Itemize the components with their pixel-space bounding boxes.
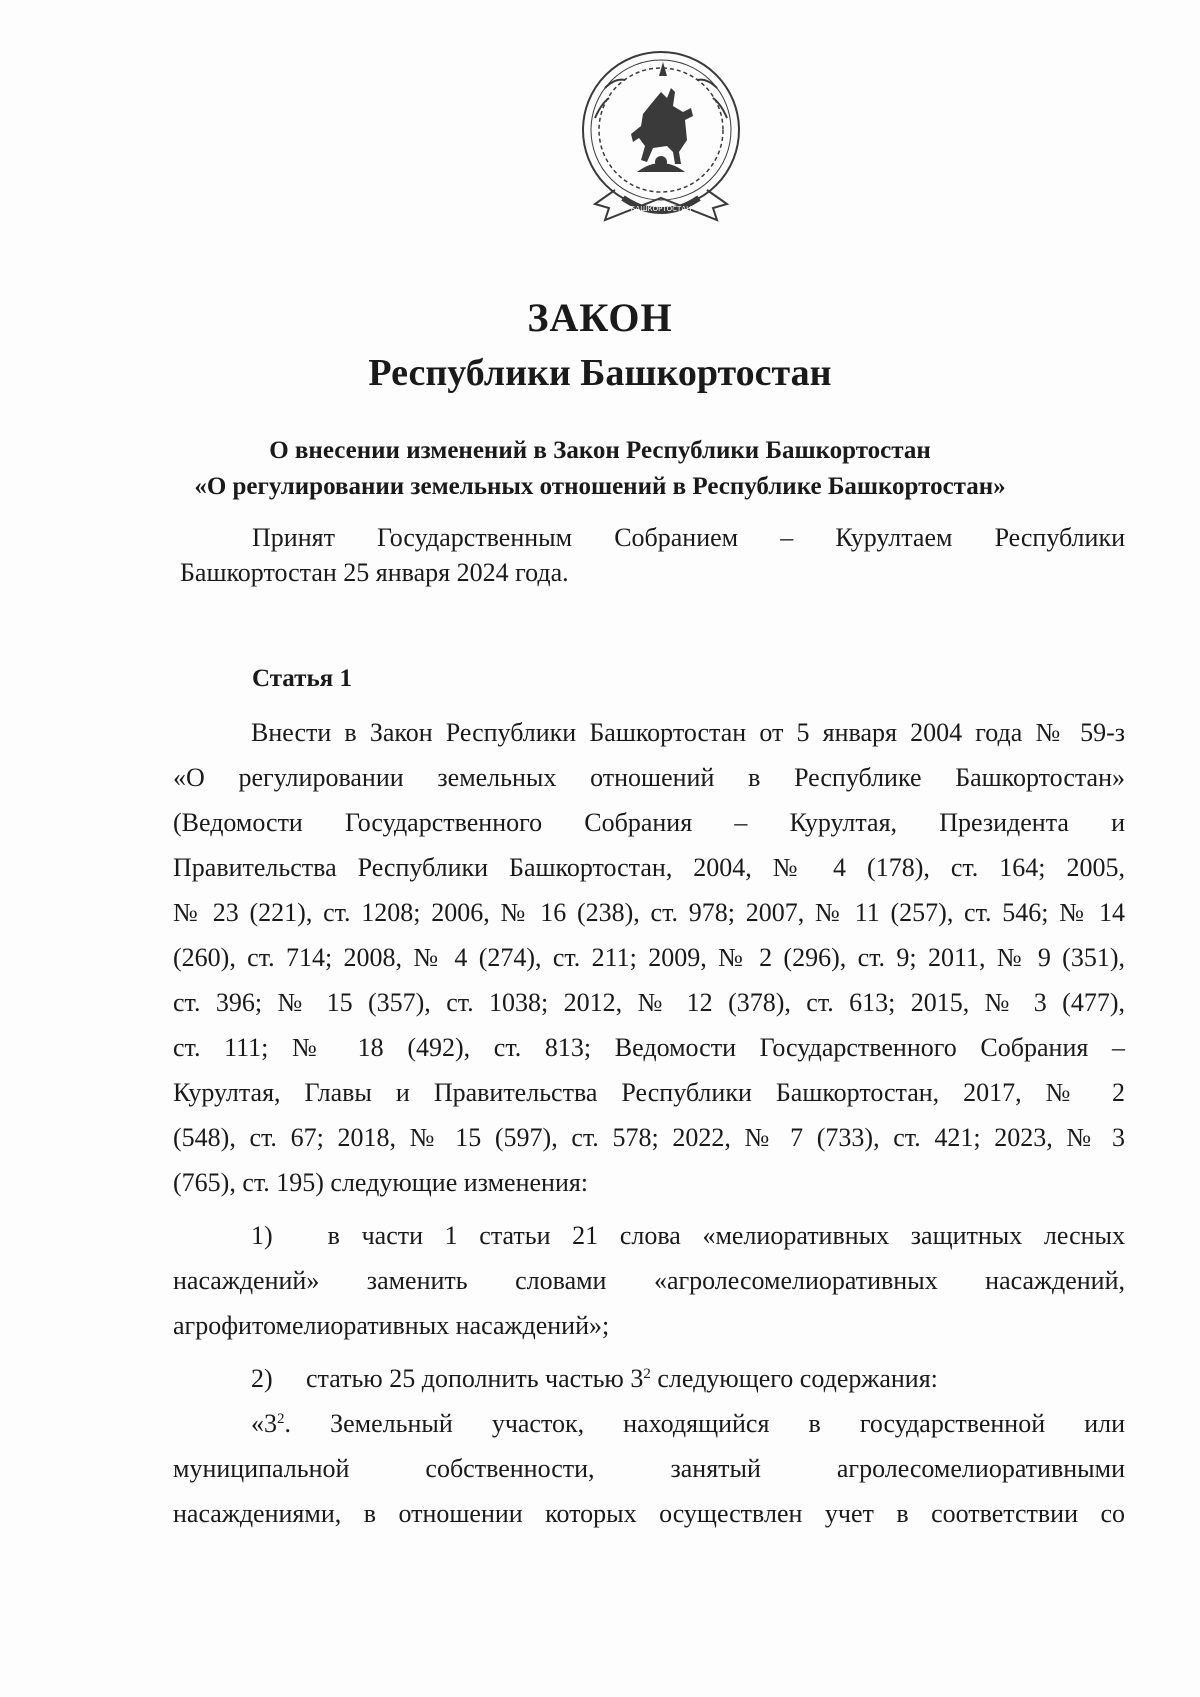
adoption-note-line-2: Башкортостан 25 января 2024 года.: [180, 558, 569, 587]
body-line: (260), ст. 714; 2008, № 4 (274), ст. 211; 2009, № 2 (296), ст. 9; 2011, № 9 (351),: [173, 943, 1125, 972]
law-heading-line-1: О внесении изменений в Закон Республики Башкортостан: [269, 437, 931, 464]
body-line: агрофитомелиоративных насаждений»;: [173, 1311, 610, 1340]
adoption-note: [180, 520, 1125, 590]
law-heading-line-2: «О регулировании земельных отношений в Республике Башкортостан»: [194, 473, 1006, 500]
body-line: ст. 111; № 18 (492), ст. 813; Ведомости Государственного Собрания –: [173, 1033, 1125, 1062]
adoption-note-line-1: Принят Государственным Собранием – Курултаем Республики: [252, 523, 1125, 552]
list-item-2: [173, 1356, 1125, 1401]
body-line: «О регулировании земельных отношений в Республике Башкортостан»: [173, 763, 1125, 792]
body-line: (Ведомости Государственного Собрания – Курултая, Президента и: [173, 808, 1125, 837]
body-line: Курултая, Главы и Правительства Республики Башкортостан, 2017, № 2: [173, 1078, 1125, 1107]
document-subtitle: Республики Башкортостан: [368, 352, 832, 394]
body-line: муниципальной собственности, занятый агролесомелиоративными: [173, 1454, 1125, 1483]
quote-line-1: [173, 1401, 1125, 1446]
list-item-text: статью 25 дополнить частью 3: [306, 1364, 644, 1393]
quote-open: «3: [251, 1409, 277, 1438]
body-line: (765), ст. 195) следующие изменения:: [173, 1168, 589, 1197]
quote-text: . Земельный участок, находящийся в государственной или: [284, 1409, 1125, 1438]
article-title: Статья 1: [252, 665, 352, 692]
body-line: ст. 396; № 15 (357), ст. 1038; 2012, № 12 (378), ст. 613; 2015, № 3 (477),: [173, 988, 1125, 1017]
body-line: насаждений» заменить словами «агролесомелиоративных насаждений,: [173, 1266, 1125, 1295]
emblem-caption: БАШКОРТОСТАН: [630, 205, 692, 213]
list-item-text: в части 1 статьи 21 слова «мелиоративных защитных лесных: [327, 1221, 1126, 1250]
article-body: [173, 710, 1125, 1536]
list-item-number: 1): [251, 1221, 273, 1250]
body-line: Правительства Республики Башкортостан, 2004, № 4 (178), ст. 164; 2005,: [173, 853, 1125, 882]
body-line: (548), ст. 67; 2018, № 15 (597), ст. 578; 2022, № 7 (733), ст. 421; 2023, № 3: [173, 1123, 1125, 1152]
list-item-text-rest: следующего содержания:: [650, 1364, 938, 1393]
list-item-number: 2): [251, 1364, 273, 1393]
superscript: 2: [277, 1411, 285, 1427]
superscript: 2: [643, 1366, 651, 1382]
bashkortostan-emblem-icon: [575, 48, 747, 238]
body-line: Внести в Закон Республики Башкортостан от 5 января 2004 года № 59-з: [251, 718, 1125, 747]
body-line: № 23 (221), ст. 1208; 2006, № 16 (238), ст. 978; 2007, № 11 (257), ст. 546; № 14: [173, 898, 1125, 927]
document-title: ЗАКОН: [527, 295, 673, 340]
body-line: насаждениями, в отношении которых осуществлен учет в соответствии со: [173, 1499, 1125, 1528]
list-item-1: [173, 1213, 1125, 1258]
